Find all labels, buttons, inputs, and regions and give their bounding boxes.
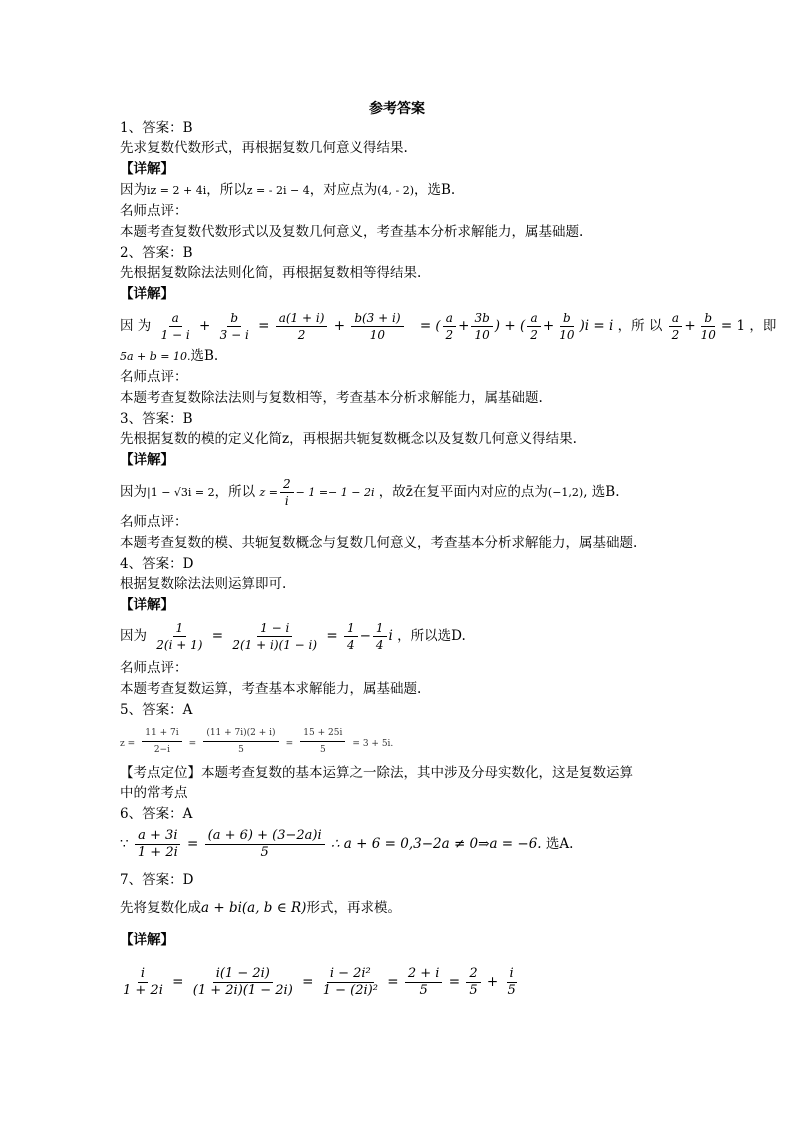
q7-detail-heading: 【详解】 bbox=[120, 932, 174, 948]
q4-detail-equation: 因为 $\frac{1}{2(i + 1)}$ = $\frac{1 - i}{2(1 + i)(1 - i)}$ = $\frac{1}{4}$ − $\frac{1}{4}$ i ，所以选D. bbox=[120, 621, 466, 652]
q3-answer: 3、答案：B bbox=[120, 411, 193, 427]
q3-detail-heading: 【详解】 bbox=[120, 452, 174, 468]
q2-comment: 本题考查复数除法法则与复数相等，考查基本分析求解能力，属基础题. bbox=[120, 390, 543, 406]
q5-equation: z = $\frac{11 + 7i}{2-i}$ = $\frac{(11 + 7i)(2 + i)}{5}$ = $\frac{15 + 25i}{5}$ = 3 + 5i. bbox=[120, 724, 393, 761]
q1-detail: 因为iz = 2 + 4i，所以z = - 2i − 4，对应点为(4, - 2)，选B. bbox=[120, 182, 456, 198]
q4-detail-heading: 【详解】 bbox=[120, 597, 174, 613]
page-title: 参考答案 bbox=[369, 101, 425, 117]
q2-method: 先根据复数除法法则化简，再根据复数相等得结果. bbox=[120, 265, 422, 281]
q3-comment: 本题考查复数的模、共轭复数概念与复数几何意义，考查基本分析求解能力，属基础题. bbox=[120, 535, 638, 551]
q1-comment: 本题考查复数代数形式以及复数几何意义，考查基本分析求解能力，属基础题. bbox=[120, 224, 584, 240]
q3-comment-heading: 名师点评： bbox=[120, 514, 188, 530]
q1-answer: 1、答案：B bbox=[120, 120, 193, 136]
q7-equation: $\frac{i}{1 + 2i}$ = $\frac{i(1 - 2i)}{(1 + 2i)(1 - 2i)}$ = $\frac{\text{i − 2i²}}{\text{1 − (2i)²}}$ = $\frac{2 + i}{5}$ = $\frac{2}{5}$ + $\frac{i}{5}$ bbox=[123, 966, 516, 998]
q2-detail-heading: 【详解】 bbox=[120, 286, 174, 302]
q3-detail-equation: 因为|1 − √3i = 2，所以 z = $\frac{2}{i}$ − 1 =− 1 − 2i ，故z̄在复平面内对应的点为(−1,2), 选B. bbox=[120, 477, 620, 508]
q4-comment: 本题考查复数运算，考查基本求解能力，属基础题. bbox=[120, 681, 422, 697]
q2-answer: 2、答案：B bbox=[120, 245, 193, 261]
q4-comment-heading: 名师点评： bbox=[120, 660, 188, 676]
q2-detail-equation: 因 为 $\frac{a}{1 - i}$ + $\frac{b}{3 - i}$ = $\frac{a(1 + i)}{2}$ + $\frac{b(3 + i)}{10}$ = ( $\frac{a}{2}$ + $\frac{3b}{10}$ ) + ( $\frac{a}{2}$ + $\frac{b}{10}$ )i = i ，所 以 $\frac{a}{2}$ + $\frac{b}{10}$ = 1 ，即 bbox=[120, 311, 777, 342]
q7-method: 先将复数化成a + bi(a, b ∈ R)形式，再求模。 bbox=[120, 900, 401, 916]
q5-kaodian-2: 中的常考点 bbox=[120, 785, 188, 801]
q1-comment-heading: 名师点评： bbox=[120, 203, 188, 219]
q2-comment-heading: 名师点评： bbox=[120, 369, 188, 385]
q2-detail-line2: 5a + b = 10.选B. bbox=[120, 348, 219, 364]
q6-answer: 6、答案：A bbox=[120, 806, 193, 822]
q7-answer: 7、答案：D bbox=[120, 872, 194, 888]
q4-method: 根据复数除法法则运算即可. bbox=[120, 576, 287, 592]
q4-answer: 4、答案：D bbox=[120, 556, 194, 572]
q5-answer: 5、答案：A bbox=[120, 702, 193, 718]
q3-method: 先根据复数的模的定义化简z，再根据共轭复数概念以及复数几何意义得结果. bbox=[120, 431, 577, 447]
q6-equation: ∵ $\frac{a + 3i}{1 + 2i}$ = $\frac{(a + 6) + (3-2a)i}{5}$ ∴ a + 6 = 0,3−2a ≠ 0⇒a = −6. 选A. bbox=[120, 828, 574, 860]
q1-detail-heading: 【详解】 bbox=[120, 161, 174, 177]
q5-kaodian: 【考点定位】本题考查复数的基本运算之一除法，其中涉及分母实数化，这是复数运算 bbox=[120, 765, 633, 781]
q1-method: 先求复数代数形式，再根据复数几何意义得结果. bbox=[120, 140, 408, 156]
